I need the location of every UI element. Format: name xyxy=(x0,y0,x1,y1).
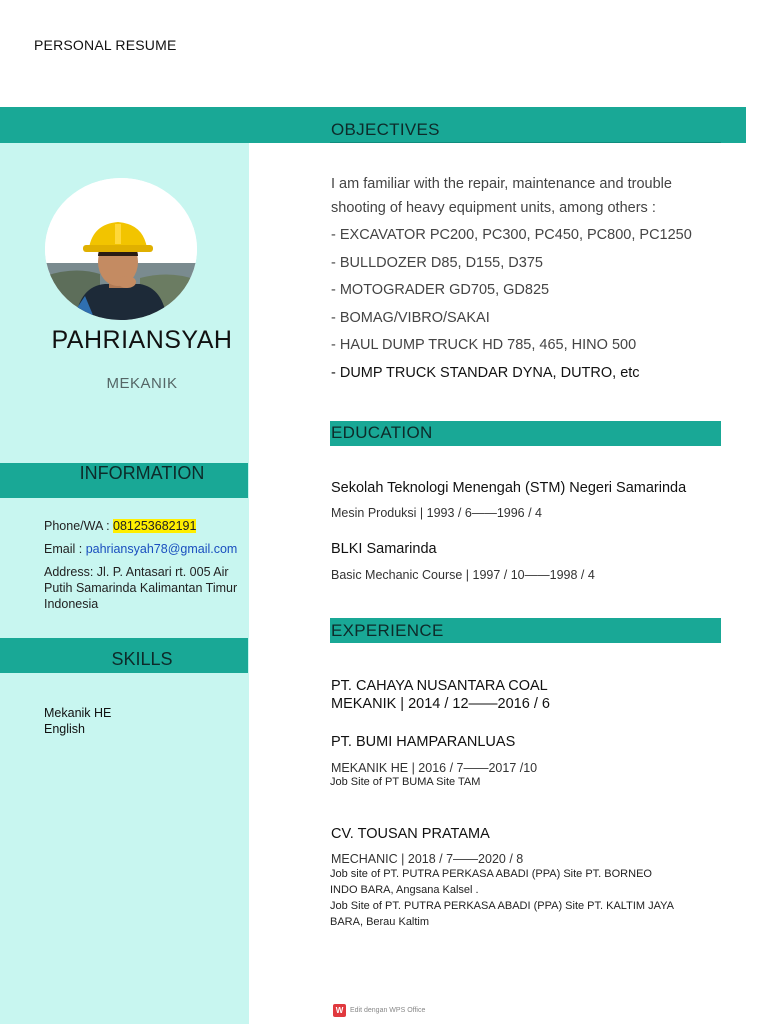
email-line xyxy=(44,541,237,557)
document-title: PERSONAL RESUME xyxy=(34,37,177,53)
experience-note: Job Site of PT. PUTRA PERKASA ABADI (PPA) Site PT. KALTIM JAYA xyxy=(330,900,674,912)
experience-note: BARA, Berau Kaltim xyxy=(330,916,430,928)
address-line-1: Address: Jl. P. Antasari rt. 005 Air xyxy=(44,565,229,579)
skills-heading: SKILLS xyxy=(111,649,173,669)
objective-item: - DUMP TRUCK STANDAR DYNA, DUTRO, etc xyxy=(331,365,640,381)
experience-company: PT. BUMI HAMPARANLUAS xyxy=(331,734,516,750)
objective-item: - BOMAG/VIBRO/SAKAI xyxy=(331,310,490,326)
phone-label: Phone/WA : xyxy=(44,519,114,533)
person-role: MEKANIK xyxy=(106,375,178,392)
education-school: BLKI Samarinda xyxy=(331,541,437,557)
wps-footer[interactable] xyxy=(333,1004,425,1017)
experience-detail: MECHANIC | 2018 / 7——2020 / 8 xyxy=(331,852,524,866)
address-line-2: Putih Samarinda Kalimantan Timur xyxy=(44,581,238,595)
skill-item: Mekanik HE xyxy=(44,706,112,720)
address-line-3: Indonesia xyxy=(44,597,99,611)
experience-note: Job Site of PT BUMA Site TAM xyxy=(330,776,481,788)
objective-item: - EXCAVATOR PC200, PC300, PC450, PC800, PC1250 xyxy=(331,227,692,243)
person-name: PAHRIANSYAH xyxy=(51,326,233,354)
experience-detail: MEKANIK | 2014 / 12——2016 / 6 xyxy=(331,696,550,712)
education-heading: EDUCATION xyxy=(331,423,433,442)
objective-item: - HAUL DUMP TRUCK HD 785, 465, HINO 500 xyxy=(331,337,637,353)
profile-photo xyxy=(45,178,197,320)
skill-item: English xyxy=(44,722,85,736)
education-school: Sekolah Teknologi Menengah (STM) Negeri Samarinda xyxy=(331,480,687,496)
experience-heading: EXPERIENCE xyxy=(331,621,444,640)
wps-office-icon: W xyxy=(333,1004,346,1017)
objectives-intro-line-2: shooting of heavy equipment units, among others : xyxy=(331,200,656,216)
email-label: Email : xyxy=(44,542,86,556)
email-link[interactable]: pahriansyah78@gmail.com xyxy=(85,542,238,556)
objective-item: - MOTOGRADER GD705, GD825 xyxy=(331,282,550,298)
objectives-underline xyxy=(330,142,721,143)
education-detail: Mesin Produksi | 1993 / 6——1996 / 4 xyxy=(331,506,542,520)
education-detail: Basic Mechanic Course | 1997 / 10——1998 / 4 xyxy=(331,568,595,582)
experience-note: INDO BARA, Angsana Kalsel . xyxy=(330,884,479,896)
experience-company: CV. TOUSAN PRATAMA xyxy=(331,826,490,842)
phone-line xyxy=(44,518,196,534)
objective-item: - BULLDOZER D85, D155, D375 xyxy=(331,255,543,271)
experience-company: PT. CAHAYA NUSANTARA COAL xyxy=(331,678,548,694)
footer-text: Edit dengan WPS Office xyxy=(350,1007,426,1014)
objectives-intro-line-1: I am familiar with the repair, maintenance and trouble xyxy=(331,176,672,192)
objectives-heading: OBJECTIVES xyxy=(331,120,440,139)
phone-number[interactable]: 081253682191 xyxy=(113,519,197,533)
experience-note: Job site of PT. PUTRA PERKASA ABADI (PPA) Site PT. BORNEO xyxy=(330,868,652,880)
experience-detail: MEKANIK HE | 2016 / 7——2017 /10 xyxy=(331,761,538,775)
information-heading: INFORMATION xyxy=(79,463,205,483)
